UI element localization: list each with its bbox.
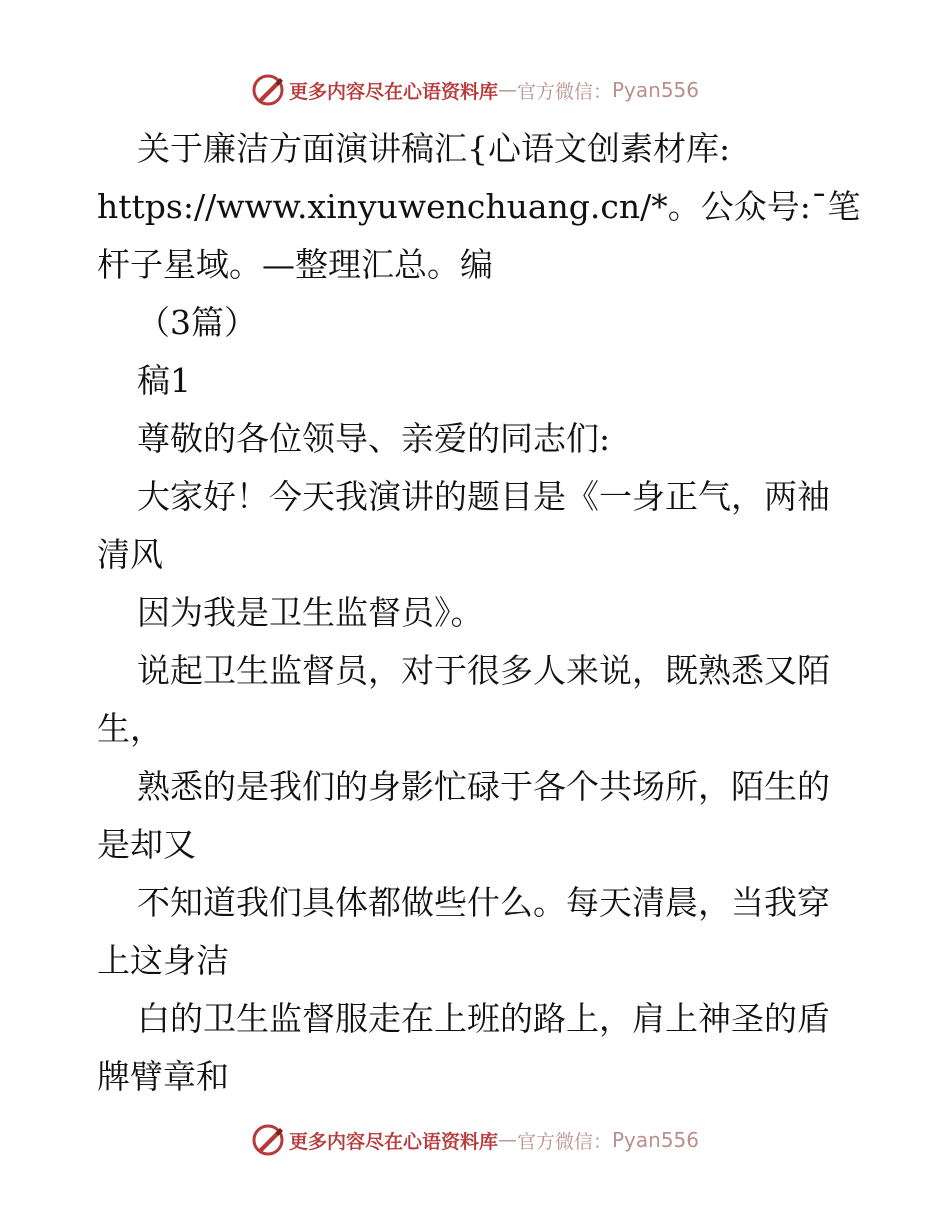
document-body — [97, 120, 861, 1106]
body-line: 是却又 — [97, 825, 196, 864]
body-line: 生， — [97, 709, 163, 748]
banner-dash: — — [497, 1129, 517, 1151]
header-banner — [0, 70, 950, 110]
pen-logo-icon — [251, 73, 285, 107]
body-line: 不知道我们具体都做些什么。每天清晨，当我穿 — [137, 883, 830, 922]
footer-banner — [0, 1120, 950, 1160]
salutation: 尊敬的各位领导、亲爱的同志们: — [137, 419, 611, 458]
title-line-3: 杆子星域。—整理汇总。编 — [97, 245, 493, 284]
body-line: 上这身洁 — [97, 941, 229, 980]
banner-sub-text: 官方微信： — [516, 80, 612, 103]
title-line-1: 关于廉洁方面演讲稿汇{心语文创素材库: — [137, 129, 731, 168]
body-line: 清风 — [97, 535, 163, 574]
body-line: 牌臂章和 — [97, 1057, 229, 1096]
body-line: 因为我是卫生监督员》。 — [137, 593, 484, 632]
banner-wechat-id: Pyan556 — [612, 78, 700, 102]
title-line-2: https://www.xinyuwenchuang.cn/*。公众号:¯笔 — [97, 187, 861, 226]
body-line: 说起卫生监督员，对于很多人来说，既熟悉又陌 — [137, 651, 830, 690]
body-line: 白的卫生监督服走在上班的路上，肩上神圣的盾 — [137, 999, 830, 1038]
banner-sub-text: 官方微信： — [516, 1130, 612, 1153]
article-count: （3篇） — [137, 303, 257, 342]
body-line: 大家好！今天我演讲的题目是《一身正气，两袖 — [137, 477, 830, 516]
banner-dash: — — [497, 79, 517, 101]
banner-main-text: 更多内容尽在心语资料库 — [288, 1130, 498, 1153]
pen-logo-icon — [251, 1123, 285, 1157]
section-heading: 稿1 — [137, 361, 191, 400]
banner-main-text: 更多内容尽在心语资料库 — [288, 80, 498, 103]
body-line: 熟悉的是我们的身影忙碌于各个共场所，陌生的 — [137, 767, 830, 806]
banner-wechat-id: Pyan556 — [612, 1128, 700, 1152]
